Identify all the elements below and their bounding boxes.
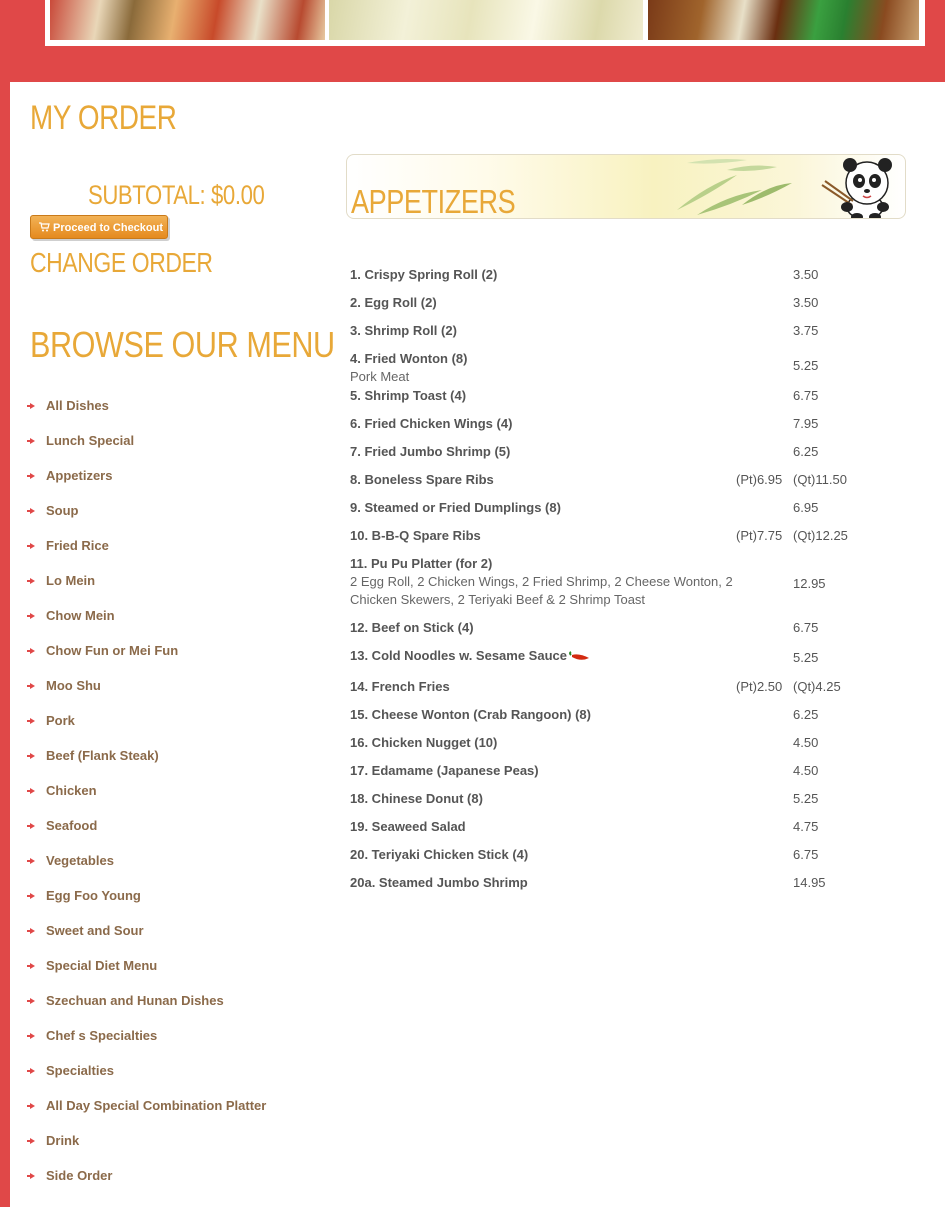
item-price[interactable]: (Qt)11.50	[793, 472, 847, 487]
category-label: All Dishes	[46, 398, 109, 413]
arrow-bullet-icon	[30, 1138, 35, 1144]
item-name-text: 9. Steamed or Fried Dumplings (8)	[350, 500, 561, 515]
item-name[interactable]	[350, 847, 528, 862]
item-name[interactable]	[350, 444, 510, 459]
category-label: Sweet and Sour	[46, 923, 144, 938]
category-label: Moo Shu	[46, 678, 101, 693]
item-name[interactable]	[350, 763, 539, 778]
food-banner	[45, 0, 925, 46]
item-name[interactable]	[350, 388, 466, 403]
menu-item-row[interactable]	[350, 384, 910, 412]
item-price[interactable]: 4.50	[793, 735, 819, 750]
item-name[interactable]	[350, 875, 528, 890]
item-name-text: 20. Teriyaki Chicken Stick (4)	[350, 847, 529, 862]
item-price[interactable]: 6.75	[793, 847, 819, 862]
section-header	[346, 154, 906, 219]
proceed-to-checkout-button[interactable]	[30, 215, 168, 239]
item-name-text: 17. Edamame (Japanese Peas)	[350, 763, 539, 778]
bamboo-leaves-decoration	[667, 155, 817, 218]
item-price[interactable]: 4.75	[793, 819, 819, 834]
arrow-bullet-icon	[30, 753, 35, 759]
category-label: Chow Mein	[46, 608, 115, 623]
item-price[interactable]: 6.25	[793, 707, 819, 722]
arrow-bullet-icon	[30, 893, 35, 899]
arrow-bullet-icon	[30, 1068, 35, 1074]
item-price[interactable]: 3.50	[793, 267, 819, 282]
menu-item-row[interactable]	[350, 731, 910, 759]
item-name-text: 11. Pu Pu Platter (for 2)	[350, 556, 493, 571]
item-name-text: 12. Beef on Stick (4)	[350, 620, 474, 635]
checkout-label: Proceed to Checkout	[53, 222, 164, 234]
category-link[interactable]	[28, 851, 266, 886]
item-name-text: 19. Seaweed Salad	[350, 819, 466, 834]
arrow-bullet-icon	[30, 823, 35, 829]
item-name[interactable]	[350, 323, 457, 338]
item-name[interactable]	[350, 416, 512, 431]
item-price[interactable]: 7.95	[793, 416, 819, 431]
category-link[interactable]	[28, 396, 266, 431]
banner-photo-3	[648, 0, 919, 40]
category-link[interactable]	[28, 641, 266, 676]
arrow-bullet-icon	[30, 998, 35, 1004]
item-price[interactable]: (Qt)12.25	[793, 528, 848, 543]
item-name[interactable]	[350, 819, 466, 834]
category-link[interactable]	[28, 676, 266, 711]
category-label: Beef (Flank Steak)	[46, 748, 159, 763]
category-link[interactable]	[28, 991, 266, 1026]
item-price[interactable]: 6.75	[793, 388, 819, 403]
menu-item-row[interactable]	[350, 496, 910, 524]
shopping-cart-icon	[39, 222, 50, 232]
item-name-text: 6. Fried Chicken Wings (4)	[350, 416, 513, 431]
category-label: Appetizers	[46, 468, 113, 483]
change-order-link[interactable]: CHANGE ORDER	[30, 247, 213, 278]
arrow-bullet-icon	[30, 1173, 35, 1179]
item-name[interactable]	[350, 472, 494, 487]
item-description: 2 Egg Roll, 2 Chicken Wings, 2 Fried Shrimp, 2 Cheese Wonton, 2 Chicken Skewers, 2 Teriyaki Beef & 2 Shrimp Toast	[350, 574, 733, 607]
arrow-bullet-icon	[30, 403, 35, 409]
arrow-bullet-icon	[30, 683, 35, 689]
item-name[interactable]	[350, 295, 437, 310]
appetizers-heading: APPETIZERS	[351, 183, 516, 219]
item-name-text: 13. Cold Noodles w. Sesame Sauce	[350, 648, 567, 663]
category-label: Chow Fun or Mei Fun	[46, 643, 179, 658]
item-name[interactable]	[350, 648, 593, 663]
category-label: Chicken	[46, 783, 97, 798]
category-label: Lunch Special	[46, 433, 135, 448]
arrow-bullet-icon	[30, 858, 35, 864]
item-price[interactable]: 5.25	[793, 358, 819, 373]
item-name[interactable]	[350, 735, 497, 750]
item-price[interactable]: 6.95	[793, 500, 819, 515]
chili-pepper-icon	[569, 651, 593, 663]
browse-menu-heading: BROWSE OUR MENU	[30, 324, 335, 365]
arrow-bullet-icon	[30, 1103, 35, 1109]
menu-item-row[interactable]	[350, 440, 910, 468]
category-link[interactable]	[28, 501, 266, 536]
category-label: Szechuan and Hunan Dishes	[46, 993, 224, 1008]
arrow-bullet-icon	[30, 963, 35, 969]
item-price[interactable]: 5.25	[793, 791, 819, 806]
menu-item-row[interactable]	[350, 759, 910, 787]
arrow-bullet-icon	[30, 578, 35, 584]
item-name-text: 5. Shrimp Toast (4)	[350, 388, 467, 403]
arrow-bullet-icon	[30, 543, 35, 549]
item-price[interactable]: 4.50	[793, 763, 819, 778]
menu-item-row[interactable]	[350, 291, 910, 319]
category-link[interactable]	[28, 921, 266, 956]
banner-photo-1	[50, 0, 325, 40]
category-link[interactable]	[28, 606, 266, 641]
category-label: Pork	[46, 713, 75, 728]
category-link[interactable]	[28, 746, 266, 781]
menu-item-row[interactable]	[350, 703, 910, 731]
item-name-text: 16. Chicken Nugget (10)	[350, 735, 498, 750]
arrow-bullet-icon	[30, 508, 35, 514]
category-link[interactable]	[28, 1061, 266, 1096]
menu-item-row[interactable]	[350, 675, 910, 703]
category-link[interactable]	[28, 1096, 266, 1131]
item-pint-price[interactable]: (Pt)7.75	[736, 528, 783, 543]
category-label: Drink	[46, 1133, 80, 1148]
category-link[interactable]	[28, 711, 266, 746]
menu-item-row[interactable]	[350, 843, 910, 871]
item-name-text: 10. B-B-Q Spare Ribs	[350, 528, 481, 543]
item-name-text: 7. Fried Jumbo Shrimp (5)	[350, 444, 511, 459]
arrow-bullet-icon	[30, 473, 35, 479]
category-label: Egg Foo Young	[46, 888, 141, 903]
category-link[interactable]	[28, 1131, 266, 1166]
arrow-bullet-icon	[30, 788, 35, 794]
item-name-text: 15. Cheese Wonton (Crab Rangoon) (8)	[350, 707, 591, 722]
arrow-bullet-icon	[30, 613, 35, 619]
item-pint-price[interactable]: (Pt)2.50	[736, 679, 783, 694]
item-pint-price[interactable]: (Pt)6.95	[736, 472, 783, 487]
item-name-text: 18. Chinese Donut (8)	[350, 791, 483, 806]
item-name-text: 2. Egg Roll (2)	[350, 295, 437, 310]
item-price[interactable]: 3.75	[793, 323, 819, 338]
subtotal-text: SUBTOTAL: $0.00	[88, 180, 265, 210]
menu-item-row[interactable]	[350, 616, 910, 644]
menu-item-row[interactable]	[350, 263, 910, 291]
category-label: Vegetables	[46, 853, 114, 868]
item-name[interactable]	[350, 500, 561, 515]
arrow-bullet-icon	[30, 1033, 35, 1039]
category-link[interactable]	[28, 781, 266, 816]
menu-item-row[interactable]	[350, 787, 910, 815]
item-price[interactable]: 12.95	[793, 576, 826, 591]
item-name[interactable]	[350, 267, 497, 282]
item-name-text: 14. French Fries	[350, 679, 450, 694]
item-name-text: 20a. Steamed Jumbo Shrimp	[350, 875, 528, 890]
item-price[interactable]: 6.25	[793, 444, 819, 459]
category-label: Side Order	[46, 1168, 113, 1183]
item-price[interactable]: 5.25	[793, 650, 819, 665]
banner-photo-2	[329, 0, 643, 40]
menu-item-row[interactable]	[350, 524, 910, 552]
menu-item-row[interactable]	[350, 552, 910, 616]
category-label: Lo Mein	[46, 573, 96, 588]
panda-mascot-icon	[817, 155, 902, 219]
category-label: Specialties	[46, 1063, 114, 1078]
item-name[interactable]	[350, 528, 481, 543]
category-label: Soup	[46, 503, 79, 518]
category-link[interactable]	[28, 956, 266, 991]
item-name[interactable]	[350, 791, 483, 806]
category-label: Special Diet Menu	[46, 958, 158, 973]
category-link[interactable]	[28, 431, 266, 466]
my-order-heading: MY ORDER	[30, 99, 177, 137]
category-link[interactable]	[28, 1026, 266, 1061]
item-name-text: 1. Crispy Spring Roll (2)	[350, 267, 498, 282]
item-name[interactable]	[350, 679, 450, 694]
item-price[interactable]: 14.95	[793, 875, 826, 890]
category-link[interactable]	[28, 1166, 266, 1201]
arrow-bullet-icon	[30, 718, 35, 724]
item-name[interactable]	[350, 707, 591, 722]
menu-item-row[interactable]	[350, 319, 910, 347]
category-link[interactable]	[28, 466, 266, 501]
arrow-bullet-icon	[30, 438, 35, 444]
item-description: Pork Meat	[350, 369, 410, 384]
item-price[interactable]: (Qt)4.25	[793, 679, 841, 694]
category-link[interactable]	[28, 571, 266, 606]
menu-item-row[interactable]	[350, 468, 910, 496]
item-name-text: 4. Fried Wonton (8)	[350, 351, 468, 366]
content-panel	[10, 82, 945, 1207]
category-label: Fried Rice	[46, 538, 109, 553]
menu-item-row[interactable]	[350, 644, 910, 675]
category-menu	[28, 396, 266, 1201]
item-name-text: 8. Boneless Spare Ribs	[350, 472, 494, 487]
menu-item-row[interactable]	[350, 412, 910, 440]
menu-item-row[interactable]	[350, 871, 910, 899]
category-label: All Day Special Combination Platter	[46, 1098, 267, 1113]
arrow-bullet-icon	[30, 648, 35, 654]
category-label: Seafood	[46, 818, 98, 833]
item-price[interactable]: 6.75	[793, 620, 819, 635]
category-link[interactable]	[28, 886, 266, 921]
category-label: Chef s Specialties	[46, 1028, 158, 1043]
item-price[interactable]: 3.50	[793, 295, 819, 310]
arrow-bullet-icon	[30, 928, 35, 934]
menu-item-row[interactable]	[350, 815, 910, 843]
item-name[interactable]	[350, 556, 492, 571]
category-link[interactable]	[28, 816, 266, 851]
item-name[interactable]	[350, 620, 474, 635]
menu-item-row[interactable]	[350, 347, 910, 384]
category-link[interactable]	[28, 536, 266, 571]
item-name-text: 3. Shrimp Roll (2)	[350, 323, 457, 338]
item-name[interactable]	[350, 351, 467, 366]
